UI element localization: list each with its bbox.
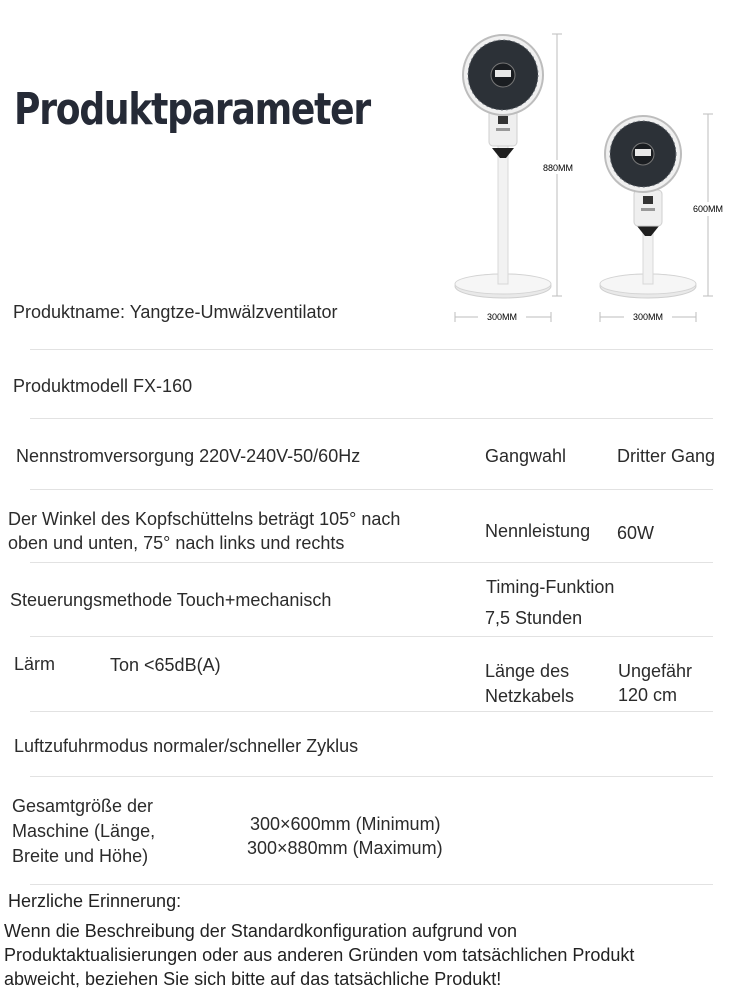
note-line1: Wenn die Beschreibung der Standardkonfiguration aufgrund von (4, 921, 518, 941)
note-line2: Produktaktualisierungen oder aus anderen Gründen vom tatsächlichen Produkt (4, 945, 635, 965)
cable-length-label-line1: Länge des (485, 661, 570, 681)
gear-label: Gangwahl (485, 446, 567, 466)
row-divider (30, 636, 713, 637)
size-label-line3: Breite und Höhe) (12, 846, 149, 866)
row-divider (30, 418, 713, 419)
gear-value: Dritter Gang (617, 446, 716, 466)
product-image (440, 28, 740, 328)
timing-value: 7,5 Stunden (485, 608, 583, 628)
size-value-max: 300×880mm (Maximum) (247, 838, 443, 858)
page-title: Produktparameter (14, 84, 370, 135)
cable-length-label-line2: Netzkabels (485, 686, 575, 706)
row-divider (30, 884, 713, 885)
row-divider (30, 776, 713, 777)
rated-power-value: 60W (617, 523, 655, 543)
timing-label: Timing-Funktion (486, 577, 615, 597)
tall-fan-illustration (455, 35, 551, 298)
tall-height-label: 880MM (542, 163, 574, 173)
oscillation-angle-line1: Der Winkel des Kopfschüttelns beträgt 105° nach (8, 509, 401, 529)
size-label-line1: Gesamtgröße der (12, 796, 154, 816)
control-method: Steuerungsmethode Touch+mechanisch (10, 590, 332, 610)
size-value-min: 300×600mm (Minimum) (250, 814, 441, 834)
tall-width-label: 300MM (486, 312, 518, 322)
note-heading: Herzliche Erinnerung: (8, 891, 182, 911)
note-line3: abweicht, beziehen Sie sich bitte auf das tatsächliche Produkt! (4, 969, 502, 989)
row-divider (30, 562, 713, 563)
short-fan-illustration (600, 116, 696, 298)
power-supply: Nennstromversorgung 220V-240V-50/60Hz (16, 446, 361, 466)
row-divider (30, 711, 713, 712)
cable-length-value-line1: Ungefähr (618, 661, 693, 681)
short-width-label: 300MM (632, 312, 664, 322)
noise-label: Lärm (14, 654, 56, 674)
size-label-line2: Maschine (Länge, (12, 821, 156, 841)
product-name: Produktname: Yangtze-Umwälzventilator (13, 302, 338, 322)
rated-power-label: Nennleistung (485, 521, 591, 541)
cable-length-value-line2: 120 cm (618, 685, 678, 705)
short-height-label: 600MM (692, 204, 724, 214)
row-divider (30, 349, 713, 350)
product-model: Produktmodell FX-160 (13, 376, 193, 396)
row-divider (30, 489, 713, 490)
oscillation-angle-line2: oben und unten, 75° nach links und rechts (8, 533, 345, 553)
noise-value: Ton <65dB(A) (110, 655, 221, 675)
airflow-mode: Luftzufuhrmodus normaler/schneller Zyklus (14, 736, 359, 756)
